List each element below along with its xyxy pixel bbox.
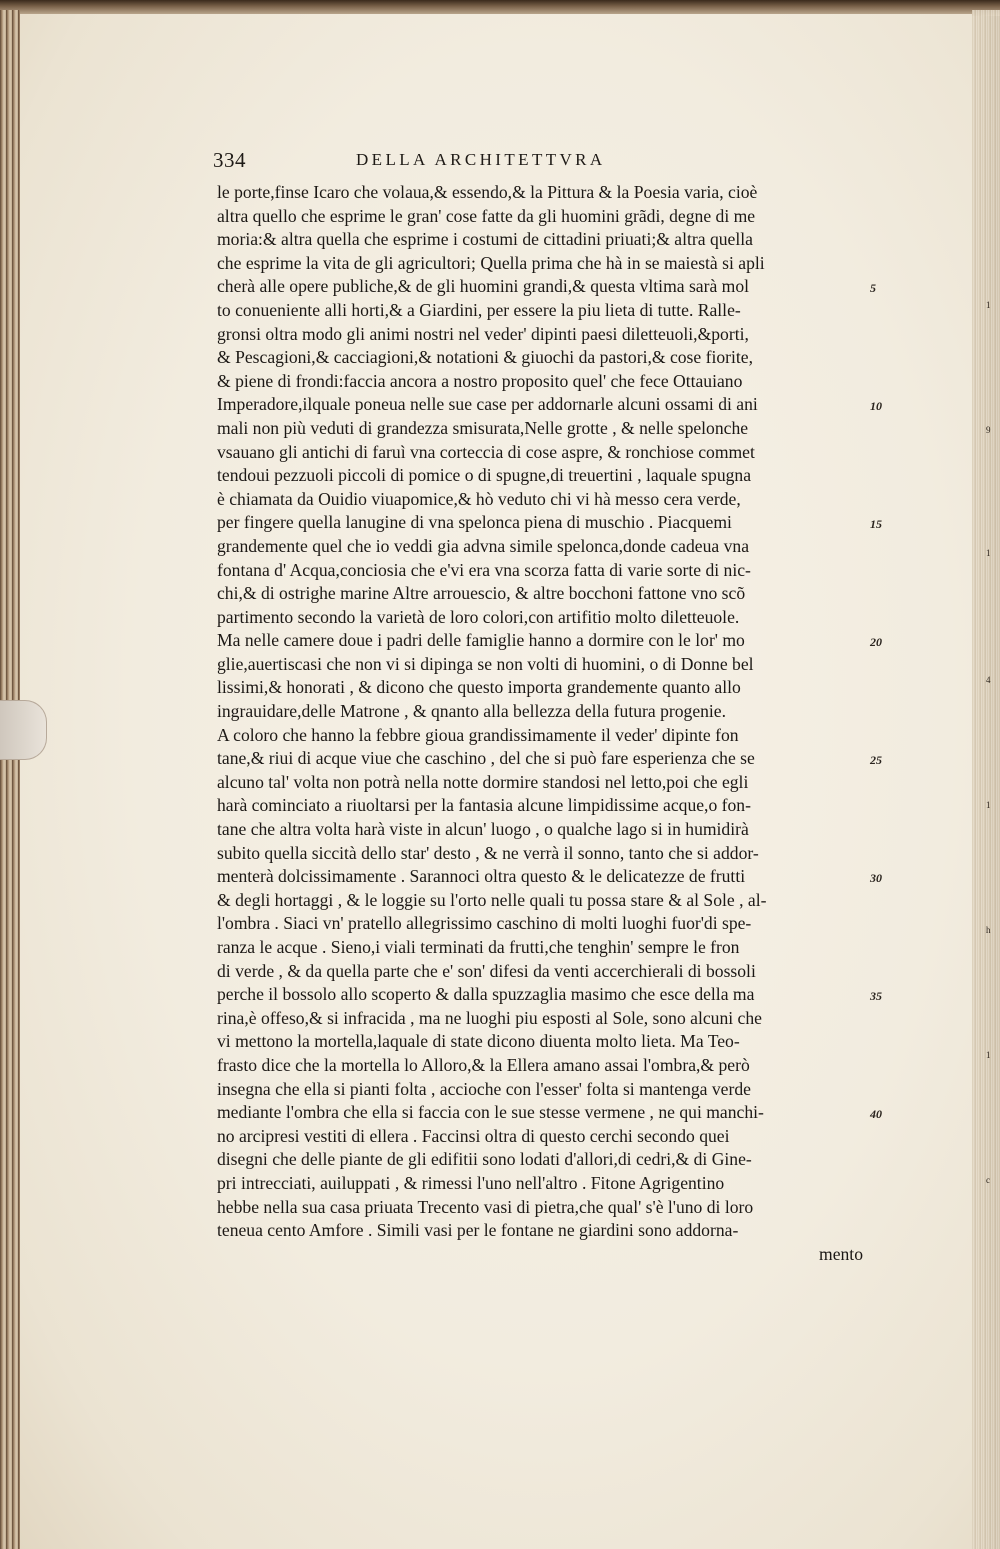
text-line: & piene di frondi:faccia ancora a nostro proposito quel' che fece Ottauiano bbox=[217, 370, 743, 391]
text-line: frasto dice che la mortella lo Alloro,& la Ellera amano assai l'ombra,& però bbox=[217, 1054, 750, 1075]
text-line: alcuno tal' volta non potrà nella notte dormire standosi nel letto,poi che egli bbox=[217, 771, 749, 792]
edge-mark: h bbox=[986, 925, 991, 935]
text-block bbox=[217, 181, 869, 1266]
text-line: glie,auertiscasi che non vi si dipinga se non volti di huomini, o di Donne bel bbox=[217, 653, 754, 674]
text-line: mali non più veduti di grandezza smisurata,Nelle grotte , & nelle spelonche bbox=[217, 417, 749, 438]
right-page-stack bbox=[972, 10, 1000, 1549]
text-line: hebbe nella sua casa priuata Trecento vasi di pietra,che qual' s'è l'uno di loro bbox=[217, 1196, 754, 1217]
margin-line-number: 20 bbox=[870, 635, 882, 650]
text-line: perche il bossolo allo scoperto & dalla spuzzaglia masimo che esce della ma bbox=[217, 984, 755, 1005]
text-line: & degli hortaggi , & le loggie su l'orto nelle quali tu possa stare & al Sole , al- bbox=[217, 889, 767, 910]
edge-mark: 1 bbox=[986, 1050, 991, 1060]
edge-mark: c bbox=[986, 1175, 990, 1185]
text-line: cherà alle opere publiche,& de gli huomini grandi,& questa vltima sarà mol bbox=[217, 276, 750, 297]
margin-line-number: 25 bbox=[870, 753, 882, 768]
margin-line-number: 30 bbox=[870, 871, 882, 886]
text-line: di verde , & da quella parte che e' son' difesi da venti accerchierali di bossoli bbox=[217, 960, 756, 981]
text-line: no arcipresi vestiti di ellera . Faccinsi oltra di questo cerchi secondo quei bbox=[217, 1125, 730, 1146]
text-line: mediante l'ombra che ella si faccia con le sue stesse vermene , ne qui manchi- bbox=[217, 1102, 764, 1123]
edge-mark: 1 bbox=[986, 300, 991, 310]
running-head-title: DELLA ARCHITETTVRA bbox=[356, 150, 606, 169]
text-line: fontana d' Acqua,conciosia che e'vi era vna scorza fatta di varie sorte di nic- bbox=[217, 559, 751, 580]
text-line: harà cominciato a riuoltarsi per la fantasia alcune limpidissime acque,o fon- bbox=[217, 795, 751, 816]
edge-mark: 9 bbox=[986, 425, 991, 435]
text-line: disegni che delle piante de gli edifitii sono lodati d'allori,di cedri,& di Gine- bbox=[217, 1149, 752, 1170]
text-line: insegna che ella si pianti folta , accioche con l'esser' folta si mantenga verde bbox=[217, 1078, 751, 1099]
text-line: partimento secondo la varietà de loro colori,con artifitio molto diletteuole. bbox=[217, 606, 740, 627]
text-line: l'ombra . Siaci vn' pratello allegrissimo caschino di molti luoghi fuor'di spe- bbox=[217, 913, 752, 934]
text-line: è chiamata da Ouidio viuapomice,& hò veduto chi vi hà messo cera verde, bbox=[217, 488, 741, 509]
text-line: per fingere quella lanugine di vna spelonca piena di muschio . Piacquemi bbox=[217, 512, 732, 533]
text-line: subito quella siccità dello star' desto , & ne verrà il sonno, tanto che si addor- bbox=[217, 842, 759, 863]
text-line: to conueniente alli horti,& a Giardini, per essere la piu lieta di tutte. Ralle- bbox=[217, 299, 741, 320]
margin-line-number: 5 bbox=[870, 281, 876, 296]
text-line: moria:& altra quella che esprime i costumi de cittadini priuati;& altra quella bbox=[217, 229, 753, 250]
text-line: & Pescagioni,& cacciagioni,& notationi & giuochi da pastori,& cose fiorite, bbox=[217, 347, 753, 368]
text-line: gronsi oltra modo gli animi nostri nel veder' dipinti paesi diletteuoli,&porti, bbox=[217, 323, 749, 344]
text-line: A coloro che hanno la febbre gioua grandissimamente il veder' dipinte fon bbox=[217, 724, 739, 745]
running-head bbox=[213, 148, 853, 178]
text-line: tendoui pezzuoli piccoli di pomice o di spugne,di treuertini , laquale spugna bbox=[217, 465, 752, 486]
catchword: mento bbox=[819, 1243, 863, 1264]
text-line: vsauano gli antichi di faruì vna corteccia di cose aspre, & ronchiose commet bbox=[217, 441, 755, 462]
text-line: rina,è offeso,& si infracida , ma ne luoghi piu esposti al Sole, sono alcuni che bbox=[217, 1007, 762, 1028]
text-line: ranza le acque . Sieno,i viali terminati da frutti,che tenghin' sempre le fron bbox=[217, 937, 740, 957]
text-line: che esprime la vita de gli agricultori; Quella prima che hà in se maiestà si apli bbox=[217, 252, 765, 273]
text-line: teneua cento Amfore . Simili vasi per le fontane ne giardini sono addorna- bbox=[217, 1220, 739, 1241]
text-line: altra quello che esprime le gran' cose fatte da gli huomini grãdi, degne di me bbox=[217, 205, 756, 226]
text-line: lissimi,& honorati , & dicono che questo importa grandemente quanto allo bbox=[217, 677, 741, 698]
text-line: le porte,finse Icaro che volaua,& essendo,& la Pittura & la Poesia varia, cioè bbox=[217, 182, 758, 202]
text-line: vi mettono la mortella,laquale di state dicono diuenta molto lieta. Ma Teo- bbox=[217, 1031, 740, 1052]
text-line: tane,& riui di acque viue che caschino , del che si può fare esperienza che se bbox=[217, 748, 755, 769]
text-line: pri intrecciati, auiluppati , & rimessi l'uno nell'altro . Fitone Agrigentino bbox=[217, 1172, 725, 1193]
text-line: menterà dolcissimamente . Sarannoci oltra questo & le delicatezze de frutti bbox=[217, 866, 746, 887]
text-line: grandemente quel che io veddi gia advna simile spelonca,donde cadeua vna bbox=[217, 535, 750, 556]
page-tab-marker bbox=[0, 700, 47, 760]
text-line: Imperadore,ilquale poneua nelle sue case per addornarle alcuni ossami di ani bbox=[217, 394, 758, 415]
left-page-stack bbox=[0, 10, 20, 1549]
margin-line-number: 35 bbox=[870, 989, 882, 1004]
edge-mark: 1 bbox=[986, 800, 991, 810]
text-line: Ma nelle camere doue i padri delle famiglie hanno a dormire con le lor' mo bbox=[217, 630, 745, 651]
margin-line-number: 40 bbox=[870, 1107, 882, 1122]
text-line: tane che altra volta harà viste in alcun' luogo , o qualche lago si in humidirà bbox=[217, 819, 749, 840]
edge-mark: 1 bbox=[986, 548, 991, 558]
folio-number: 334 bbox=[213, 148, 246, 172]
text-line: ingrauidare,delle Matrone , & qnanto alla bellezza della futura progenie. bbox=[217, 701, 727, 722]
text-line: chi,& di ostrighe marine Altre arrouescio, & altre bocchoni fattone vno scõ bbox=[217, 583, 746, 604]
margin-line-number: 15 bbox=[870, 517, 882, 532]
margin-line-number: 10 bbox=[870, 399, 882, 414]
edge-mark: 4 bbox=[986, 675, 991, 685]
